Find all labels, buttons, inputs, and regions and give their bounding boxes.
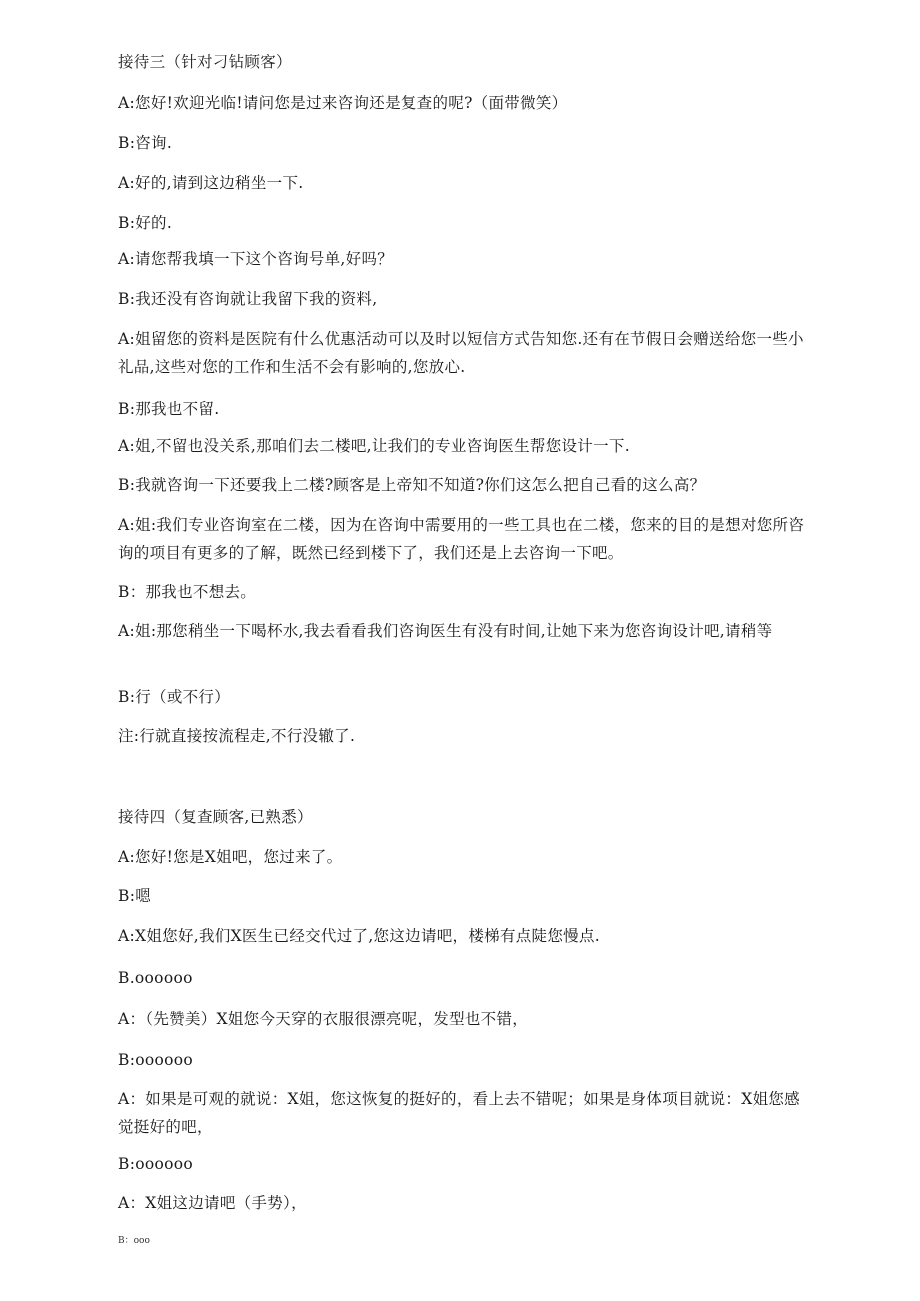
dialogue-line: A：如果是可观的就说：X姐，您这恢复的挺好的，看上去不错呢；如果是身体项目就说：X姐您感觉挺好的吧， [118,1090,800,1136]
section4-heading: 接待四（复查顾客,已熟悉） [118,808,313,826]
dialogue-line: B.oooooo [118,969,193,987]
dialogue-line: A:您好!您是X姐吧，您过来了。 [118,848,343,866]
dialogue-line: A：（先赞美）X姐您今天穿的衣服很漂亮呢，发型也不错， [118,1010,529,1028]
dialogue-line: A:姐留您的资料是医院有什么优惠活动可以及时以短信方式告知您.还有在节假日会赠送给您一些小礼品,这些对您的工作和生活不会有影响的,您放心. [118,330,804,376]
dialogue-line: B:行（或不行） [118,688,231,706]
dialogue-line: A:请您帮我填一下这个咨询号单,好吗？ [118,250,394,268]
dialogue-line: B:好的. [118,214,173,232]
dialogue-line: B：那我也不想去。 [118,583,257,601]
note-line: 注:行就直接按流程走,不行没辙了. [118,727,356,745]
dialogue-line: A:姐:我们专业咨询室在二楼，因为在咨询中需要用的一些工具也在二楼，您来的目的是想对您所咨询的项目有更多的了解，既然已经到楼下了，我们还是上去咨询一下吧。 [118,516,805,562]
section3-heading: 接待三（针对刁钻顾客） [118,53,292,71]
dialogue-line: B:oooooo [118,1155,194,1173]
footer-fragment: B：ooo [118,1236,150,1246]
dialogue-line: B:oooooo [118,1051,194,1069]
dialogue-line: B:咨询. [118,134,173,152]
dialogue-line: A:姐:那您稍坐一下喝杯水,我去看看我们咨询医生有没有时间,让她下来为您咨询设计吧,请稍等 [118,622,773,640]
dialogue-line: B:嗯 [118,887,152,905]
dialogue-line: B:我就咨询一下还要我上二楼?顾客是上帝知不知道?你们这怎么把自己看的这么高？ [118,476,706,494]
dialogue-line: A:姐,不留也没关系,那咱们去二楼吧,让我们的专业咨询医生帮您设计一下. [118,437,630,455]
dialogue-line: A:您好!欢迎光临!请问您是过来咨询还是复查的呢?（面带微笑） [118,94,568,112]
dialogue-line: B:我还没有咨询就让我留下我的资料, [118,290,378,308]
dialogue-line: A:好的,请到这边稍坐一下. [118,174,304,192]
dialogue-line: B:那我也不留. [118,400,220,418]
dialogue-line: A:X姐您好,我们X医生已经交代过了,您这边请吧，楼梯有点陡您慢点. [118,927,600,945]
dialogue-line: A：X姐这边请吧（手势）， [118,1194,307,1212]
